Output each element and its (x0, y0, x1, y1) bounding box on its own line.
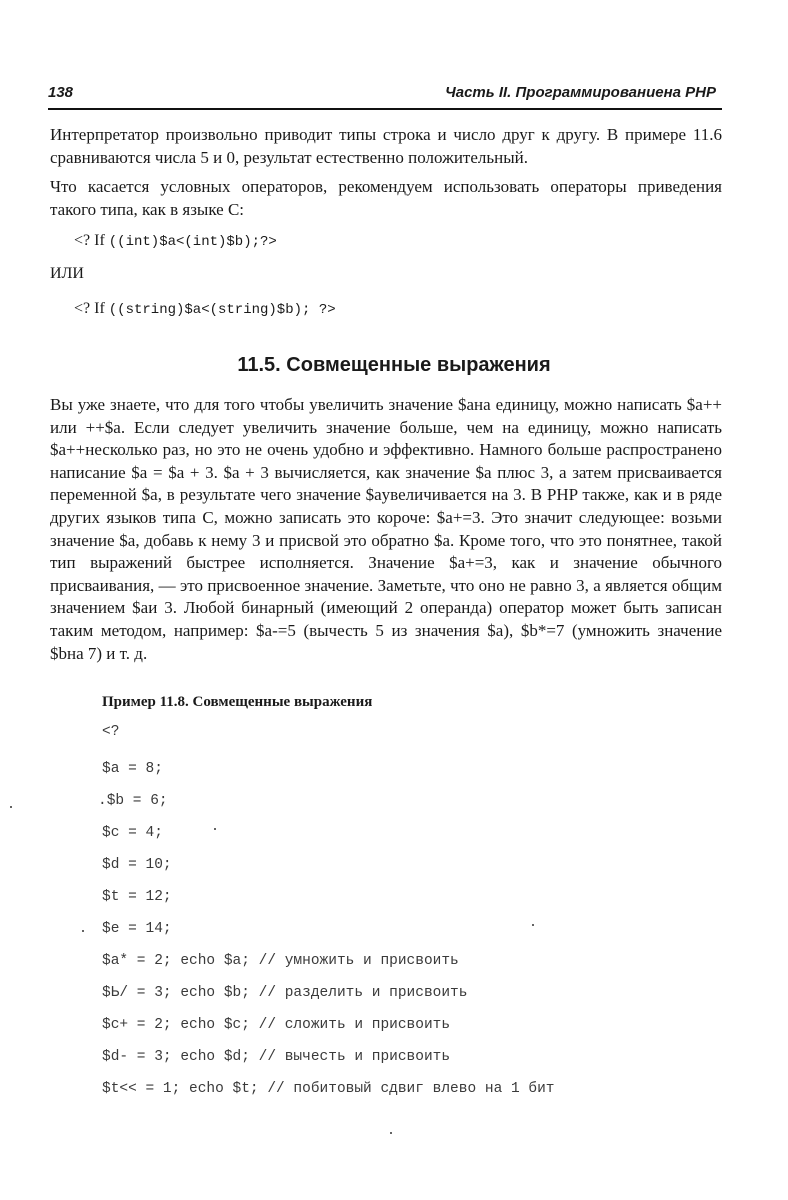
section-heading: 11.5. Совмещенные выражения (237, 354, 551, 376)
scan-speck (82, 930, 84, 932)
listing-line: $t<< = 1; echo $t; // побитовый сдвиг влево на 1 бит (102, 1081, 555, 1097)
listing-line: $t = 12; (102, 889, 172, 905)
code-int-prefix: <? If (74, 232, 109, 249)
listing-line: $c+ = 2; echo $c; // сложить и присвоить (102, 1017, 451, 1033)
scan-speck (214, 828, 216, 830)
listing-line: $Ь/ = 3; echo $b; // разделить и присвоить (102, 985, 468, 1001)
listing-line: $e = 14; (102, 921, 172, 937)
listing-line: <? (102, 724, 120, 740)
code-string-prefix: <? If (74, 300, 109, 317)
listing-line: $d = 10; (102, 857, 172, 873)
paragraph-conditional-operators: Что касается условных операторов, рекомендуем использовать операторы приведения такого типа, как в языке С: (50, 177, 722, 219)
running-title: Часть II. Программированиена PHP (445, 84, 716, 101)
listing-line: .$b = 6; (98, 793, 168, 809)
page-header (48, 80, 722, 110)
listing-line: $c = 4; (102, 825, 163, 841)
scan-speck (390, 1132, 392, 1134)
scan-speck (532, 924, 534, 926)
listing-line: $a* = 2; echo $a; // умножить и присвоить (102, 953, 459, 969)
paragraph-compound-expressions: Вы уже знаете, что для того чтобы увеличить значение $ана единицу, можно написать $а++ или ++$а. Если следует увеличить значение больше, чем на единицу, можно написать $а++несколько раз, но это не очень удобно и эффективно. Намного больше распространено написание $a = $a + 3. $a + 3 вычисляется, как значение $а плюс 3, а затем присваивается переменной $а, в результате чего значение $aувеличивается на 3. В PHP также, как и в ряде других языков типа С, можно записать это короче: $а+=3. Это значит следующее: возьми значение $а, добавь к нему 3 и присвой это обратно $а. Кроме того, что это понятнее, такой тип выражений быстрее исполняется. Значение $а+=3, как и значение обычного присваивания, — это присвоенное значение. Заметьте, что оно не равно 3, а является общим значением $аи 3. Любой бинарный (имеющий 2 операнда) оператор может быть записан таким методом, например: $a-=5 (вычесть 5 из значения $а), $b*=7 (умножить значение $bна 7) и т. д. (50, 395, 722, 663)
listing-line: $a = 8; (102, 761, 163, 777)
example-caption: Пример 11.8. Совмещенные выражения (102, 694, 373, 710)
code-int-expression: ((int)$a<(int)$b);?> (108, 234, 277, 250)
code-int-cast (74, 232, 277, 250)
or-label: ИЛИ (50, 265, 84, 282)
page-number: 138 (48, 84, 74, 101)
code-string-expression: ((string)$a<(string)$b); ?> (108, 302, 336, 318)
code-string-cast (74, 300, 336, 318)
scan-speck (10, 806, 12, 808)
paragraph-type-conversion: Интерпретатор произвольно приводит типы строка и число друг к другу. В примере 11.6 сравниваются числа 5 и 0, результат естественно положительный. (50, 125, 722, 167)
listing-line: $d- = 3; echo $d; // вычесть и присвоить (102, 1049, 451, 1065)
